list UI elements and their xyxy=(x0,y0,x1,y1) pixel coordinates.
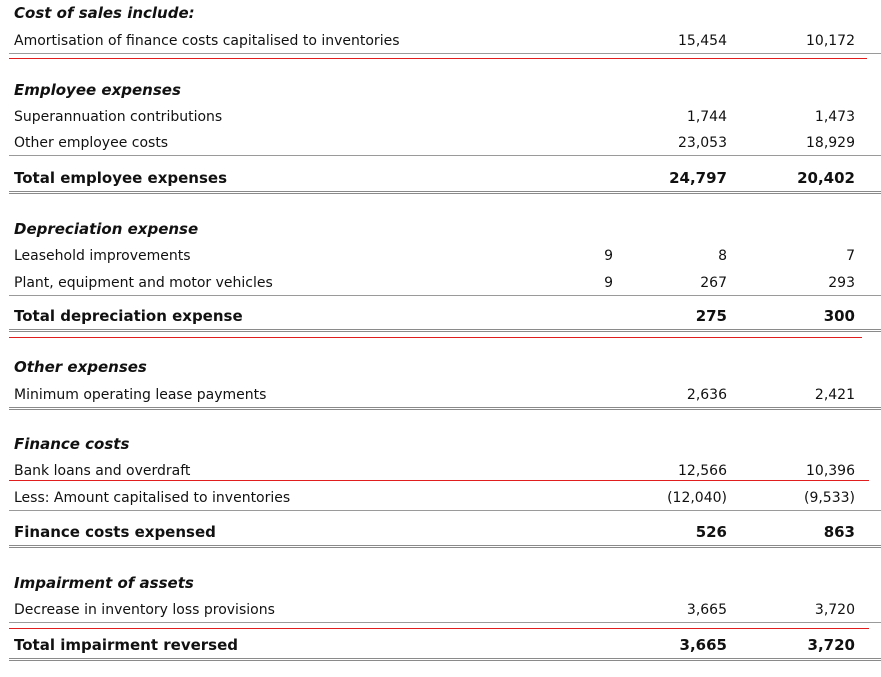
section-heading-depreciation-expense xyxy=(9,216,881,242)
table-row-leasehold-improvements xyxy=(9,242,881,268)
current-year-value: 15,454 xyxy=(678,33,727,49)
section-heading-impairment-of-assets xyxy=(9,570,881,596)
table-row-plant-equipment-and-motor-vehicles xyxy=(9,268,881,296)
total-row-finance-costs-expensed xyxy=(9,519,881,548)
total-row-total-depreciation-expense xyxy=(9,303,881,332)
row-label: Total employee expenses xyxy=(14,169,228,187)
prior-year-value: 3,720 xyxy=(807,636,855,654)
table-row-decrease-in-inventory-loss-provisions xyxy=(9,596,881,623)
row-label: Less: Amount capitalised to inventories xyxy=(14,490,291,506)
table-row-less-amount-capitalised-to-inventories xyxy=(9,483,881,511)
section-title: Impairment of assets xyxy=(14,574,194,592)
current-year-value: 23,053 xyxy=(678,135,727,151)
current-year-value: 1,744 xyxy=(686,109,727,125)
row-label: Finance costs expensed xyxy=(14,523,216,541)
section-title: Employee expenses xyxy=(14,81,181,99)
total-row-total-employee-expenses xyxy=(9,165,881,194)
red-annotation-underline xyxy=(9,337,862,338)
prior-year-value: 300 xyxy=(823,307,855,325)
section-title: Finance costs xyxy=(14,435,130,453)
prior-year-value: 7 xyxy=(846,248,855,264)
prior-year-value: 10,396 xyxy=(806,463,855,479)
row-label: Total depreciation expense xyxy=(14,307,243,325)
table-row-amortisation-of-finance-costs-capitalised-to-inventories xyxy=(9,27,881,54)
current-year-value: 275 xyxy=(695,307,727,325)
red-annotation-underline xyxy=(9,628,869,629)
current-year-value: 3,665 xyxy=(679,636,727,654)
row-label: Total impairment reversed xyxy=(14,636,239,654)
section-heading-cost-of-sales-include xyxy=(9,0,881,26)
current-year-value: 3,665 xyxy=(686,602,727,618)
red-annotation-underline xyxy=(9,58,867,59)
current-year-value: 526 xyxy=(695,523,727,541)
current-year-value: 2,636 xyxy=(686,387,727,403)
table-row-superannuation-contributions xyxy=(9,103,881,129)
table-row-minimum-operating-lease-payments xyxy=(9,380,881,410)
row-label: Bank loans and overdraft xyxy=(14,463,191,479)
current-year-value: 24,797 xyxy=(669,169,727,187)
total-row-total-impairment-reversed xyxy=(9,631,881,661)
section-title: Cost of sales include: xyxy=(14,4,195,22)
red-annotation-underline xyxy=(9,480,869,481)
prior-year-value: 2,421 xyxy=(814,387,855,403)
current-year-value: 8 xyxy=(718,248,727,264)
current-year-value: (12,040) xyxy=(667,490,727,506)
section-heading-other-expenses xyxy=(9,354,881,380)
row-label: Leasehold improvements xyxy=(14,248,191,264)
prior-year-value: (9,533) xyxy=(803,490,855,506)
prior-year-value: 1,473 xyxy=(814,109,855,125)
row-label: Other employee costs xyxy=(14,135,169,151)
prior-year-value: 20,402 xyxy=(797,169,855,187)
prior-year-value: 3,720 xyxy=(814,602,855,618)
section-title: Other expenses xyxy=(14,358,147,376)
row-label: Decrease in inventory loss provisions xyxy=(14,602,275,618)
prior-year-value: 10,172 xyxy=(806,33,855,49)
row-label: Amortisation of finance costs capitalised to inventories xyxy=(14,33,400,49)
prior-year-value: 293 xyxy=(828,275,855,291)
section-title: Depreciation expense xyxy=(14,220,199,238)
section-heading-finance-costs xyxy=(9,431,881,457)
row-label: Plant, equipment and motor vehicles xyxy=(14,275,273,291)
prior-year-value: 863 xyxy=(823,523,855,541)
table-row-other-employee-costs xyxy=(9,129,881,156)
section-heading-employee-expenses xyxy=(9,77,881,103)
note-reference: 9 xyxy=(604,248,613,264)
current-year-value: 267 xyxy=(700,275,727,291)
current-year-value: 12,566 xyxy=(678,463,727,479)
note-reference: 9 xyxy=(604,275,613,291)
row-label: Minimum operating lease payments xyxy=(14,387,267,403)
prior-year-value: 18,929 xyxy=(806,135,855,151)
row-label: Superannuation contributions xyxy=(14,109,223,125)
